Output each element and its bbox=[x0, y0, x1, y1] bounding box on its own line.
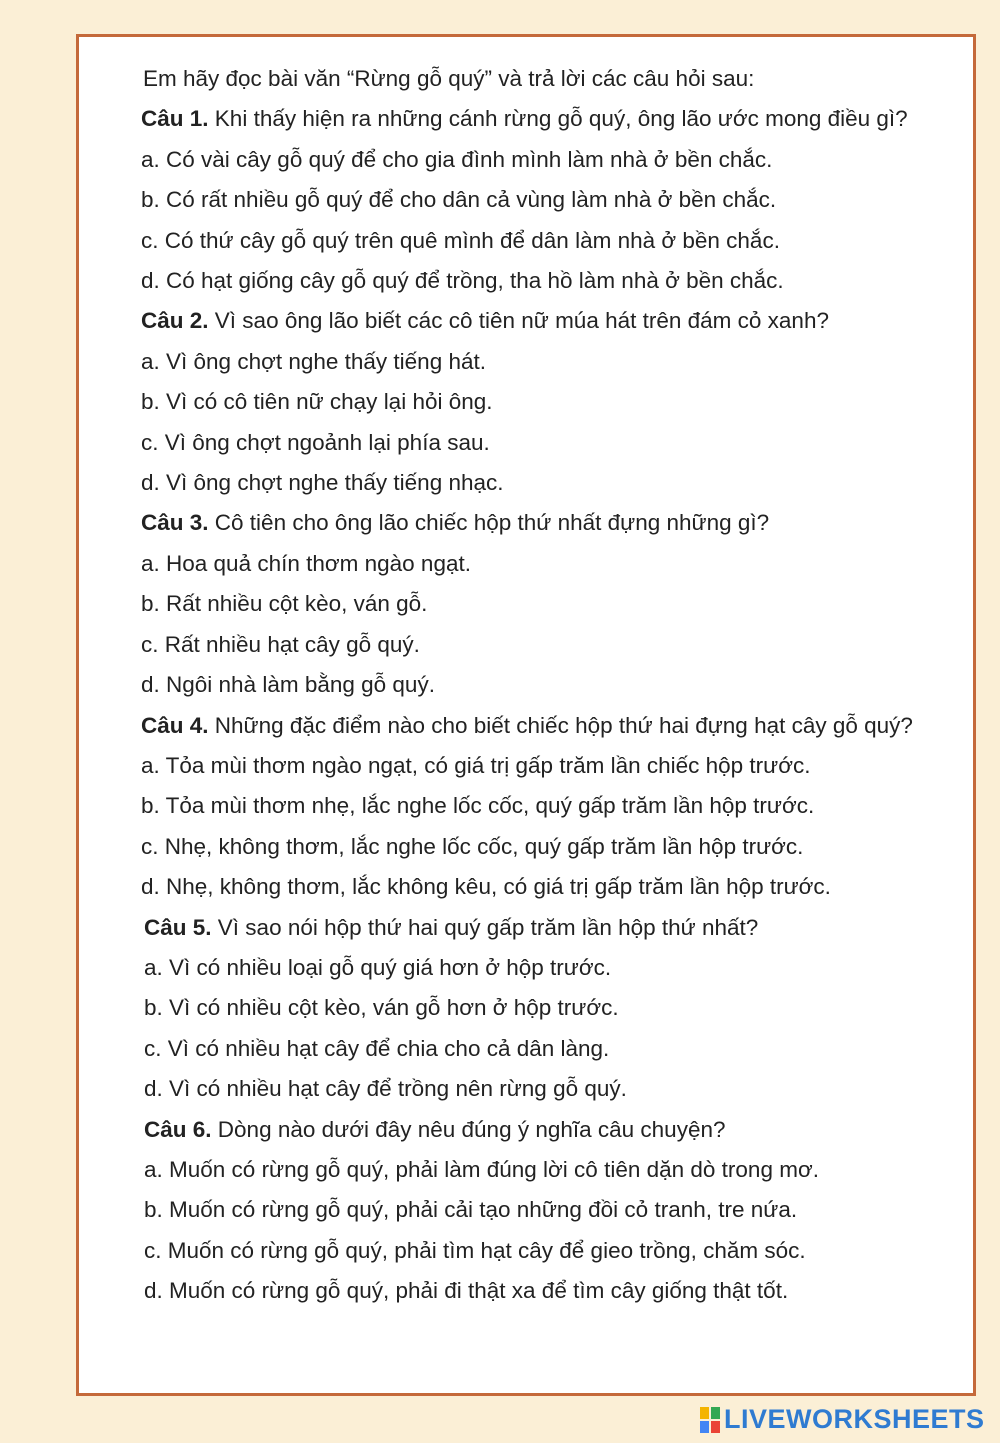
answer-option-b[interactable]: b. Rất nhiều cột kèo, ván gỗ. bbox=[141, 591, 428, 617]
question-2 bbox=[141, 301, 969, 503]
brand-name: LIVEWORKSHEETS bbox=[724, 1404, 985, 1434]
answer-option-b[interactable]: b. Vì có nhiều cột kèo, ván gỗ hơn ở hộp trước. bbox=[144, 995, 619, 1021]
question-text: Dòng nào dưới đây nêu đúng ý nghĩa câu chuyện? bbox=[217, 1116, 726, 1142]
question-number: Câu 2. bbox=[141, 308, 209, 334]
answer-option-c[interactable]: c. Muốn có rừng gỗ quý, phải tìm hạt cây để gieo trồng, chăm sóc. bbox=[144, 1237, 806, 1263]
answer-option-c[interactable]: c. Vì ông chợt ngoảnh lại phía sau. bbox=[141, 429, 490, 455]
question-text: Những đặc điểm nào cho biết chiếc hộp thứ hai đựng hạt cây gỗ quý? bbox=[214, 712, 913, 738]
question-6 bbox=[144, 1110, 969, 1312]
question-number: Câu 5. bbox=[144, 914, 212, 940]
question-number: Câu 3. bbox=[141, 510, 209, 536]
answer-option-c[interactable]: c. Vì có nhiều hạt cây để chia cho cả dân làng. bbox=[144, 1035, 610, 1061]
answer-option-a[interactable]: a. Muốn có rừng gỗ quý, phải làm đúng lời cô tiên dặn dò trong mơ. bbox=[144, 1156, 819, 1182]
answer-option-d[interactable]: d. Vì có nhiều hạt cây để trồng nên rừng gỗ quý. bbox=[144, 1076, 627, 1102]
answer-option-a[interactable]: a. Vì ông chợt nghe thấy tiếng hát. bbox=[141, 348, 486, 374]
liveworksheets-logo-icon bbox=[700, 1407, 720, 1433]
question-4 bbox=[141, 706, 969, 908]
question-5 bbox=[144, 908, 969, 1110]
question-text: Cô tiên cho ông lão chiếc hộp thứ nhất đựng những gì? bbox=[214, 510, 770, 536]
worksheet-content bbox=[141, 59, 969, 1312]
intro-text: Em hãy đọc bài văn “Rừng gỗ quý” và trả lời các câu hỏi sau: bbox=[143, 66, 755, 91]
question-number: Câu 4. bbox=[141, 712, 209, 738]
answer-option-a[interactable]: a. Có vài cây gỗ quý để cho gia đình mình làm nhà ở bền chắc. bbox=[141, 146, 773, 172]
question-3 bbox=[141, 503, 969, 705]
question-text: Vì sao nói hộp thứ hai quý gấp trăm lần hộp thứ nhất? bbox=[217, 914, 759, 940]
answer-option-b[interactable]: b. Vì có cô tiên nữ chạy lại hỏi ông. bbox=[141, 389, 493, 415]
worksheet-card bbox=[76, 34, 976, 1396]
answer-option-b[interactable]: b. Có rất nhiều gỗ quý để cho dân cả vùng làm nhà ở bền chắc. bbox=[141, 187, 777, 213]
answer-option-c[interactable]: c. Nhẹ, không thơm, lắc nghe lốc cốc, quý gấp trăm lần hộp trước. bbox=[141, 833, 804, 859]
question-1 bbox=[141, 99, 969, 301]
question-text: Vì sao ông lão biết các cô tiên nữ múa hát trên đám cỏ xanh? bbox=[214, 308, 829, 334]
logo-tile bbox=[700, 1407, 709, 1419]
logo-tile bbox=[711, 1407, 720, 1419]
question-text: Khi thấy hiện ra những cánh rừng gỗ quý, ông lão ước mong điều gì? bbox=[214, 106, 908, 132]
logo-tile bbox=[700, 1421, 709, 1433]
answer-option-b[interactable]: b. Muốn có rừng gỗ quý, phải cải tạo những đồi cỏ tranh, tre nứa. bbox=[144, 1197, 798, 1223]
answer-option-d[interactable]: d. Vì ông chợt nghe thấy tiếng nhạc. bbox=[141, 470, 504, 496]
answer-option-a[interactable]: a. Hoa quả chín thơm ngào ngạt. bbox=[141, 550, 471, 576]
answer-option-d[interactable]: d. Ngôi nhà làm bằng gỗ quý. bbox=[141, 672, 435, 698]
answer-option-c[interactable]: c. Có thứ cây gỗ quý trên quê mình để dân làm nhà ở bền chắc. bbox=[141, 227, 780, 253]
answer-option-d[interactable]: d. Muốn có rừng gỗ quý, phải đi thật xa để tìm cây giống thật tốt. bbox=[144, 1278, 789, 1304]
answer-option-b[interactable]: b. Tỏa mùi thơm nhẹ, lắc nghe lốc cốc, quý gấp trăm lần hộp trước. bbox=[141, 793, 815, 819]
answer-option-d[interactable]: d. Có hạt giống cây gỗ quý để trồng, tha hồ làm nhà ở bền chắc. bbox=[141, 268, 784, 294]
question-number: Câu 6. bbox=[144, 1116, 212, 1142]
logo-tile bbox=[711, 1421, 720, 1433]
answer-option-d[interactable]: d. Nhẹ, không thơm, lắc không kêu, có giá trị gấp trăm lần hộp trước. bbox=[141, 874, 831, 900]
answer-option-c[interactable]: c. Rất nhiều hạt cây gỗ quý. bbox=[141, 631, 420, 657]
liveworksheets-brand bbox=[700, 1404, 985, 1435]
answer-option-a[interactable]: a. Tỏa mùi thơm ngào ngạt, có giá trị gấp trăm lần chiếc hộp trước. bbox=[141, 752, 811, 778]
answer-option-a[interactable]: a. Vì có nhiều loại gỗ quý giá hơn ở hộp trước. bbox=[144, 954, 612, 980]
question-number: Câu 1. bbox=[141, 106, 209, 132]
